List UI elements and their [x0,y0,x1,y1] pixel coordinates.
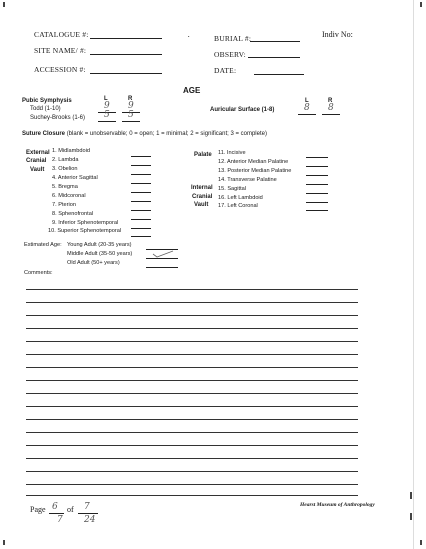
suture-item-2: 2. Lambda [52,157,79,163]
comment-line [26,458,358,459]
comment-line [26,367,358,368]
suture-line-9[interactable] [131,228,151,229]
date-label: DATE: [214,66,237,75]
auricular-left-line[interactable] [298,114,316,115]
suture-item-13: 13. Posterior Median Palatine [218,168,292,174]
comment-line [26,354,358,355]
comment-line [26,289,358,290]
comment-line [26,380,358,381]
suture-item-3: 3. Obelion [52,166,78,172]
observ-label: OBSERV: [214,50,246,59]
comment-line [26,328,358,329]
suchey-right-line[interactable] [122,121,140,122]
suture-item-6: 6. Midcoronal [52,193,86,199]
suture-item-5: 5. Bregma [52,184,78,190]
suture-line-12[interactable] [306,166,328,167]
scan-mark [420,540,422,545]
suture-item-16: 16. Left Lambdoid [218,195,263,201]
suture-line-10[interactable] [131,236,151,237]
suture-item-11: 11. Incisive [218,150,246,156]
suture-line-13[interactable] [306,175,328,176]
indiv-label: Indiv No: [322,30,353,39]
pubic-title: Pubic Symphysis [22,98,72,104]
comment-line [26,302,358,303]
comment-line [26,445,358,446]
suture-item-9: 9. Inferior Sphenotemporal [52,220,119,226]
auricular-right-value: 8 [328,103,334,113]
scan-edge [413,0,414,549]
todd-left-value: 9 [104,101,110,111]
observ-field[interactable] [248,57,300,58]
auricular-col-l: L [305,98,309,104]
suture-note: (blank = unobservable; 0 = open; 1 = minimal; 2 = significant; 3 = complete) [66,131,267,137]
auricular-label: Auricular Surface (1-8) [210,107,275,113]
age-option-young: Young Adult (20-35 years) [67,242,132,248]
auricular-right-line[interactable] [322,114,340,115]
suture-line-16[interactable] [306,202,328,203]
suchey-label: Suchey-Brooks (1-6) [30,115,86,121]
internal-label: Internal [191,185,213,191]
page-number-below: 7 [57,515,63,525]
suchey-left-value: 5 [104,110,110,120]
catalogue-field[interactable] [90,38,162,39]
suture-line-11[interactable] [306,157,328,158]
scan-mark [410,513,412,520]
page-number-line[interactable] [49,513,64,514]
suture-line-15[interactable] [306,193,328,194]
accession-label: ACCESSION #: [34,65,86,74]
age-option-middle: Middle Adult (35-50 years) [67,251,133,257]
burial-label: BURIAL #: [214,34,252,43]
accession-field[interactable] [90,73,162,74]
cranial-label: Cranial [26,158,47,164]
suture-line-7[interactable] [131,210,151,211]
suture-line-1[interactable] [131,156,151,157]
comment-line [26,419,358,420]
suture-item-10: 10. Superior Sphenotemporal [48,228,122,234]
suchey-left-line[interactable] [98,121,116,122]
page-label: Page [30,505,46,514]
suture-item-1: 1. Midlambdoid [52,148,90,154]
institution-label: Hearst Museum of Anthropology [300,502,375,508]
suture-line-2[interactable] [131,165,151,166]
scan-mark [410,492,412,499]
vault-label: Vault [30,167,45,173]
suture-item-12: 12. Anterior Median Palatine [218,159,289,165]
suture-line-3[interactable] [131,174,151,175]
comment-line [26,495,358,496]
pubic-col-r: R [128,96,133,102]
date-field[interactable] [254,74,304,75]
age-option-old: Old Adult (50+ years) [67,260,120,266]
comment-line [26,315,358,316]
comment-line [26,432,358,433]
catalogue-label: CATALOGUE #: [34,30,89,39]
suture-item-4: 4. Anterior Sagittal [52,175,98,181]
comment-line [26,341,358,342]
site-field[interactable] [90,54,162,55]
estimated-age-label: Estimated Age: [24,242,62,248]
scan-mark [3,540,5,545]
section-title: AGE [183,86,201,95]
auricular-left-value: 8 [304,103,310,113]
comment-line [26,406,358,407]
comment-line [26,471,358,472]
todd-right-value: 9 [128,101,134,111]
suture-line-17[interactable] [306,210,328,211]
suture-line-8[interactable] [131,219,151,220]
suture-item-14: 14. Transverse Palatine [218,177,277,183]
comment-line [26,393,358,394]
comment-line [26,484,358,485]
pubic-col-l: L [104,96,108,102]
page-total: 7 [84,502,90,512]
auricular-col-r: R [328,98,333,104]
todd-label: Todd (1-10) [30,106,61,112]
burial-field[interactable] [250,41,300,42]
page-number: 6 [52,502,58,512]
suture-item-7: 7. Pterion [52,202,76,208]
suchey-right-value: 5 [128,110,134,120]
site-label: SITE NAME/ #: [34,46,87,55]
checkmark-icon [150,249,176,259]
suture-line-5[interactable] [131,192,151,193]
page-total-line[interactable] [78,513,98,514]
suture-line-6[interactable] [131,201,151,202]
suture-title: Suture Closure [22,131,66,137]
suture-item-15: 15. Sagittal [218,186,246,192]
palate-label: Palate [194,152,212,158]
page-total-below: 24 [84,515,96,525]
of-label: of [67,505,74,514]
scan-mark [420,2,422,7]
hole-dot: • [188,34,190,39]
external-label: External [26,150,50,156]
internal-cranial-label: Cranial [192,194,213,200]
suture-line-14[interactable] [306,184,328,185]
internal-vault-label: Vault [194,202,209,208]
scan-mark [3,2,5,7]
age-line-old[interactable] [146,267,178,268]
suture-line-4[interactable] [131,183,151,184]
comments-label: Comments: [24,270,53,276]
suture-item-8: 8. Sphenofrontal [52,211,94,217]
suture-item-17: 17. Left Coronal [218,203,258,209]
